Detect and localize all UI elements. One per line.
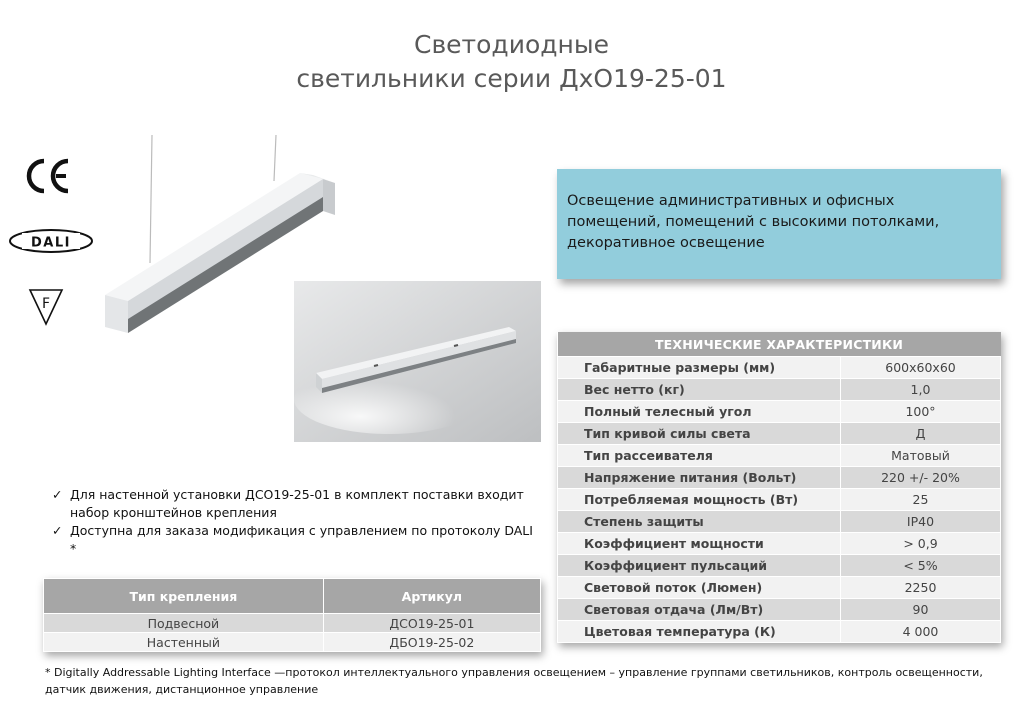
table-row — [558, 511, 1001, 533]
spec-value: 220 +/- 20% — [841, 467, 1001, 489]
page-title — [0, 28, 1023, 96]
list-item — [52, 486, 542, 522]
mount-type-cell: Настенный — [44, 633, 324, 652]
spec-key: Световая отдача (Лм/Вт) — [558, 599, 841, 621]
wall-lamp-photo — [294, 281, 541, 442]
title-line-1: Светодиодные — [413, 30, 609, 59]
specs-table-header: ТЕХНИЧЕСКИЕ ХАРАКТЕРИСТИКИ — [558, 332, 1001, 357]
spec-value: 1,0 — [841, 379, 1001, 401]
f-mark-icon — [28, 287, 64, 327]
table-row — [558, 599, 1001, 621]
table-row — [558, 533, 1001, 555]
footnote: * Digitally Addressable Lighting Interface —протокол интеллектуального управления освещением – управление группами светильников, контроль освещенности, датчик движения, дистанционное управление — [45, 666, 983, 696]
table-row — [558, 489, 1001, 511]
spec-value: 600х60х60 — [841, 357, 1001, 379]
application-info-text: Освещение административных и офисных помещений, помещений с высокими потолками, декоративное освещение — [567, 193, 940, 251]
mount-type-table — [43, 578, 541, 652]
spec-value: Д — [841, 423, 1001, 445]
note-text: Для настенной установки ДСО19-25-01 в комплект поставки входит набор кронштейнов крепления — [70, 487, 524, 520]
list-item — [52, 522, 542, 558]
spec-key: Степень защиты — [558, 511, 841, 533]
table-row — [558, 445, 1001, 467]
spec-value: > 0,9 — [841, 533, 1001, 555]
feature-notes — [52, 486, 542, 558]
spec-value: Матовый — [841, 445, 1001, 467]
table-row — [558, 401, 1001, 423]
table-row — [44, 633, 541, 652]
specs-table — [557, 332, 1001, 643]
article-cell: ДСО19-25-01 — [323, 614, 540, 633]
table-row — [558, 621, 1001, 643]
spec-key: Тип рассеивателя — [558, 445, 841, 467]
checkmark-icon: ✓ — [52, 523, 63, 538]
spec-value: IP40 — [841, 511, 1001, 533]
spec-key: Коэффициент мощности — [558, 533, 841, 555]
title-line-2: светильники серии ДхО19-25-01 — [296, 64, 727, 93]
application-info-box — [557, 169, 1001, 279]
spec-value: 100° — [841, 401, 1001, 423]
spec-value: 2250 — [841, 577, 1001, 599]
table-row — [558, 467, 1001, 489]
table-row — [558, 379, 1001, 401]
table-row — [558, 577, 1001, 599]
article-header: Артикул — [323, 579, 540, 614]
f-mark-text: F — [41, 296, 51, 312]
table-row — [558, 423, 1001, 445]
table-row — [558, 555, 1001, 577]
spec-key: Потребляемая мощность (Вт) — [558, 489, 841, 511]
dali-logo-text: DALI — [31, 235, 71, 251]
spec-key: Напряжение питания (Вольт) — [558, 467, 841, 489]
table-row — [44, 614, 541, 633]
spec-value: 4 000 — [841, 621, 1001, 643]
spec-value: 25 — [841, 489, 1001, 511]
table-row — [558, 357, 1001, 379]
spec-key: Цветовая температура (К) — [558, 621, 841, 643]
mount-type-header: Тип крепления — [44, 579, 324, 614]
mount-type-cell: Подвесной — [44, 614, 324, 633]
checkmark-icon: ✓ — [52, 487, 63, 502]
spec-value: < 5% — [841, 555, 1001, 577]
spec-key: Вес нетто (кг) — [558, 379, 841, 401]
note-text: Доступна для заказа модификация с управлением по протоколу DALI * — [70, 523, 533, 556]
spec-key: Габаритные размеры (мм) — [558, 357, 841, 379]
spec-key: Световой поток (Люмен) — [558, 577, 841, 599]
spec-key: Полный телесный угол — [558, 401, 841, 423]
spec-value: 90 — [841, 599, 1001, 621]
dali-logo-icon — [8, 226, 94, 256]
spec-key: Тип кривой силы света — [558, 423, 841, 445]
article-cell: ДБО19-25-02 — [323, 633, 540, 652]
ce-mark-icon — [26, 157, 72, 195]
spec-key: Коэффициент пульсаций — [558, 555, 841, 577]
